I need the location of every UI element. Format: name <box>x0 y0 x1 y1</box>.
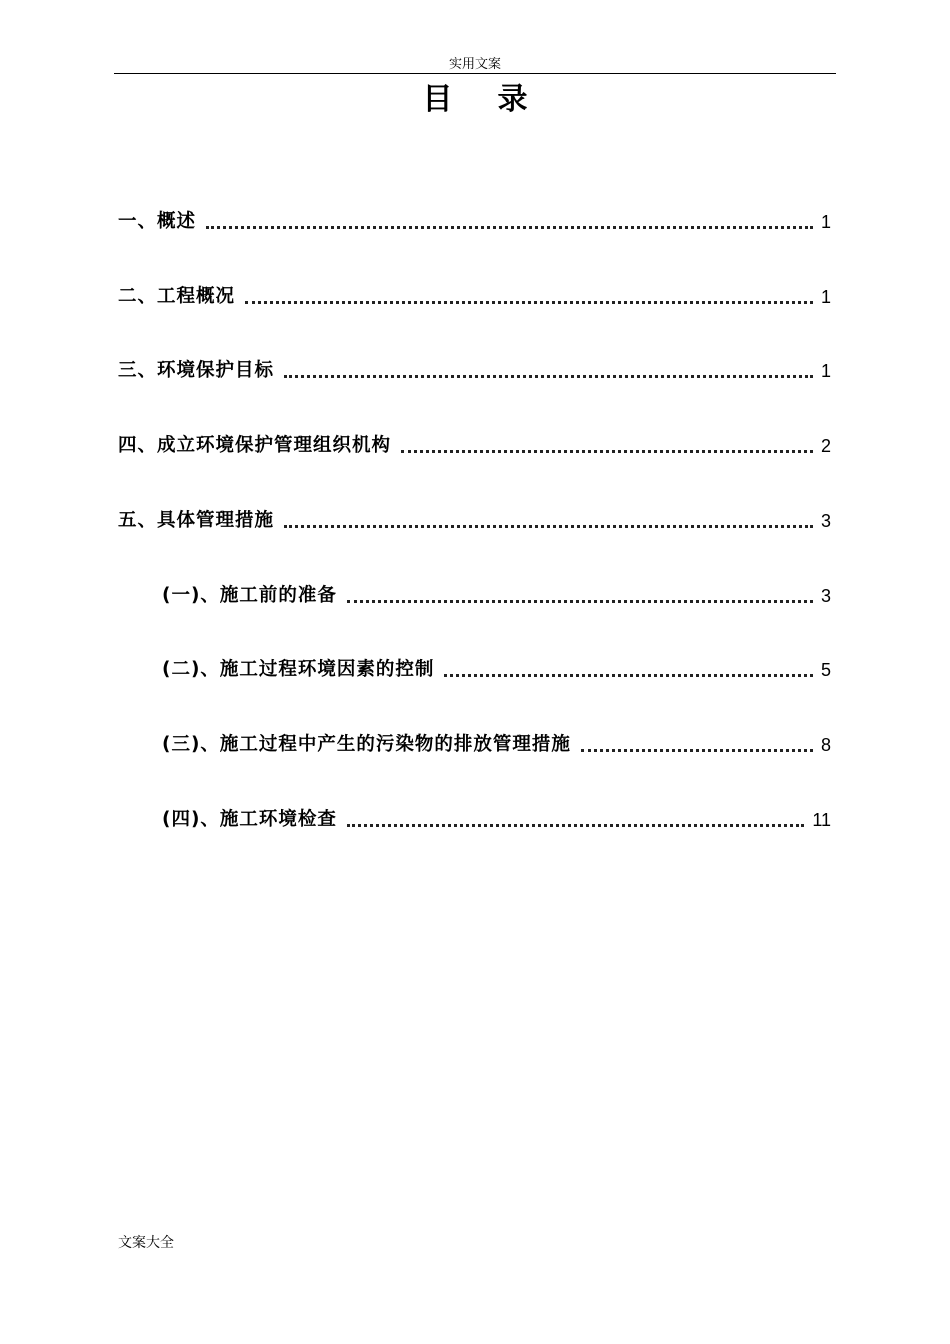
toc-page-number: 3 <box>820 586 831 606</box>
toc-entry[interactable] <box>118 283 831 311</box>
toc-dot-leader <box>284 525 813 528</box>
toc-entry-label: (一)、施工前的准备 <box>162 585 337 606</box>
toc-entry-label: 三、环境保护目标 <box>118 360 275 381</box>
header-text: 实用文案 <box>448 57 501 72</box>
toc-entry-label: (二)、施工过程环境因素的控制 <box>162 659 435 680</box>
toc-entry-label: 五、具体管理措施 <box>118 510 275 531</box>
toc-page-number: 3 <box>820 511 831 531</box>
toc-dot-leader <box>206 226 813 229</box>
page-footer <box>118 1233 174 1253</box>
toc-page-number: 11 <box>812 810 831 830</box>
toc-entry-label: (三)、施工过程中产生的污染物的排放管理措施 <box>162 734 571 755</box>
toc-entry-label: 四、成立环境保护管理组织机构 <box>118 435 392 456</box>
footer-text: 文案大全 <box>118 1235 174 1251</box>
toc-entry-label: 一、概述 <box>118 211 197 232</box>
toc-page-number: 2 <box>820 436 831 456</box>
toc-entry[interactable] <box>118 357 831 385</box>
toc-entry[interactable] <box>118 432 831 460</box>
toc-entry[interactable] <box>162 731 831 759</box>
toc-dot-leader <box>347 824 804 827</box>
toc-dot-leader <box>245 301 813 304</box>
toc-entry-label: 二、工程概况 <box>118 286 236 307</box>
toc-entry[interactable] <box>118 507 831 535</box>
toc-entry[interactable] <box>162 582 831 610</box>
toc-entry[interactable] <box>118 208 831 236</box>
toc-dot-leader <box>284 375 813 378</box>
toc-entry[interactable] <box>162 806 831 834</box>
toc-entry[interactable] <box>162 656 831 684</box>
toc-dot-leader <box>347 600 813 603</box>
toc-dot-leader <box>401 450 813 453</box>
toc-dot-leader <box>444 674 813 677</box>
toc-page-number: 5 <box>820 660 831 680</box>
toc-page-number: 8 <box>820 735 831 755</box>
toc-page-number: 1 <box>820 361 831 381</box>
toc-dot-leader <box>581 749 813 752</box>
document-title: 目录 <box>422 82 573 117</box>
toc-page-number: 1 <box>820 287 831 307</box>
toc-page-number: 1 <box>820 212 831 232</box>
toc-entry-label: (四)、施工环境检查 <box>162 809 337 830</box>
